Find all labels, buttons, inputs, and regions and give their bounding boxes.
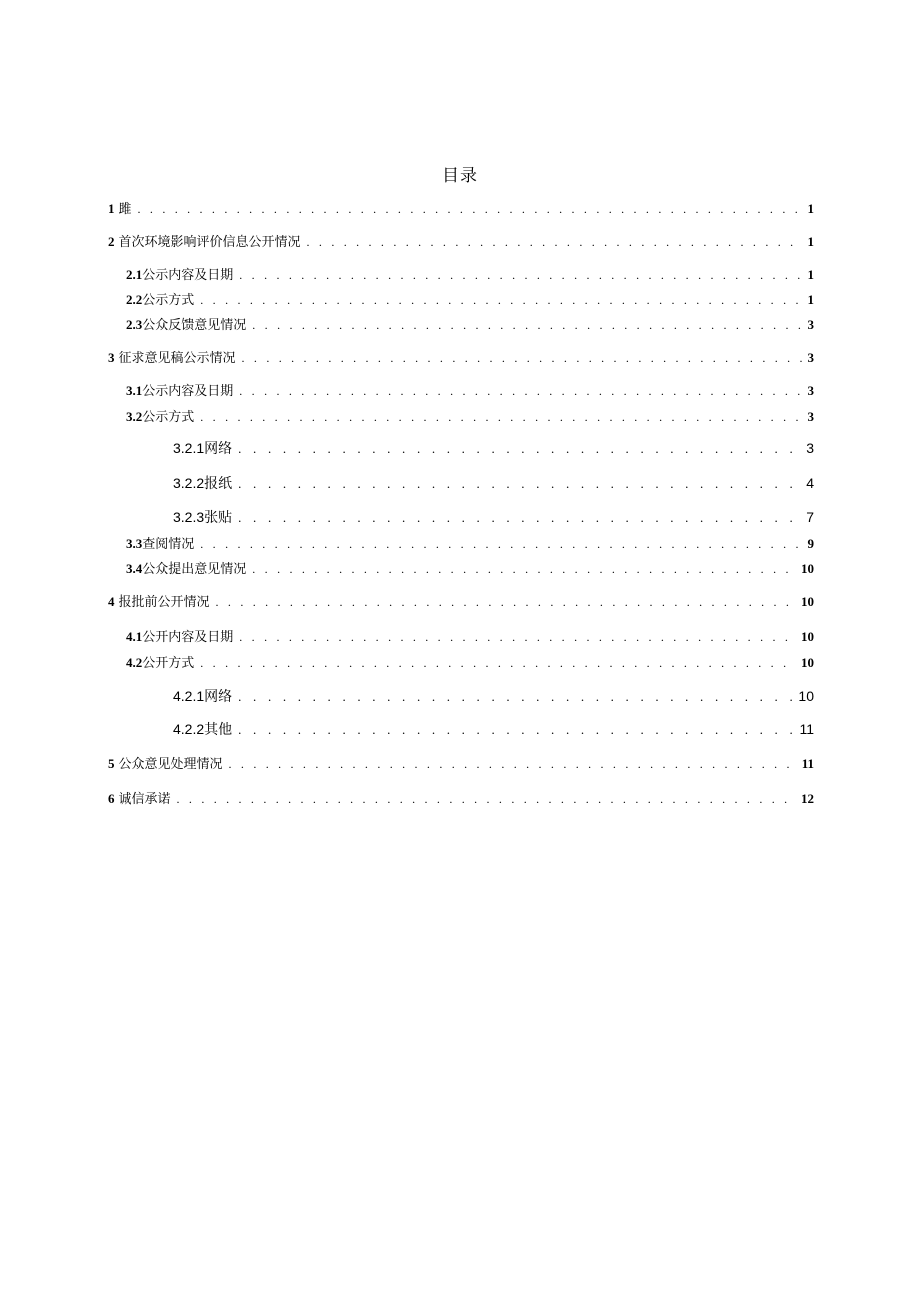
toc-dot-leader	[238, 723, 793, 736]
toc-entry-label: 公众反馈意见情况	[142, 318, 247, 333]
toc-entry-number: 2.2	[126, 292, 143, 307]
toc-entry-page: 7	[806, 509, 814, 525]
toc-entry-number: 3.2.2	[173, 475, 205, 491]
toc-entry-page: 3	[807, 350, 814, 365]
toc-dot-leader	[238, 477, 800, 490]
toc-dot-leader	[239, 269, 801, 281]
toc-entry-label: 诚信承诺	[118, 792, 171, 807]
toc-entry-page: 11	[801, 756, 814, 771]
toc-dot-leader	[252, 563, 795, 575]
toc-dot-leader	[229, 758, 796, 770]
toc-dot-leader	[242, 352, 802, 364]
toc-entry[interactable]	[126, 268, 814, 282]
toc-entry-page: 10	[801, 594, 814, 609]
toc-entry-page: 1	[807, 267, 814, 282]
toc-entry[interactable]	[173, 441, 814, 456]
toc-entry-number: 4.2.2	[173, 721, 205, 737]
toc-entry-number: 6	[108, 791, 115, 806]
toc-entry[interactable]	[108, 202, 814, 216]
toc-title: 目录	[442, 166, 478, 186]
toc-dot-leader	[239, 385, 801, 397]
toc-entry-label: 公开内容及日期	[142, 630, 234, 645]
toc-entry-label: 公示内容及日期	[142, 384, 234, 399]
toc-entry[interactable]	[173, 722, 814, 737]
toc-entry-label: 公示方式	[142, 293, 195, 308]
toc-entry[interactable]	[126, 293, 814, 307]
toc-entry[interactable]	[126, 562, 814, 576]
toc-entry-number: 2.3	[126, 317, 143, 332]
toc-entry[interactable]	[108, 235, 814, 249]
toc-dot-leader	[239, 631, 795, 643]
toc-entry-number: 2.1	[126, 267, 143, 282]
toc-entry-label: 网络	[204, 441, 233, 457]
toc-dot-leader	[177, 793, 795, 805]
toc-dot-leader	[200, 657, 795, 669]
toc-entry-number: 3.3	[126, 536, 143, 551]
toc-entry[interactable]	[108, 792, 814, 806]
toc-entry[interactable]	[126, 318, 814, 332]
toc-entry-label: 雎	[118, 202, 132, 217]
toc-entry[interactable]	[126, 656, 814, 670]
toc-entry-page: 4	[806, 475, 814, 491]
toc-dot-leader	[200, 538, 801, 550]
toc-entry-page: 10	[801, 561, 814, 576]
toc-entry-label: 网络	[204, 689, 233, 705]
toc-dot-leader	[200, 294, 801, 306]
toc-entry[interactable]	[126, 410, 814, 424]
toc-entry-number: 2	[108, 234, 115, 249]
toc-entry-page: 3	[807, 317, 814, 332]
toc-entry-number: 3	[108, 350, 115, 365]
toc-entry-page: 1	[807, 201, 814, 216]
toc-entry-number: 3.2.3	[173, 509, 205, 525]
toc-dot-leader	[238, 511, 800, 524]
toc-entry-label: 报批前公开情况	[118, 595, 210, 610]
toc-entry[interactable]	[173, 510, 814, 525]
toc-entry[interactable]	[173, 476, 814, 491]
toc-entry-page: 10	[801, 629, 814, 644]
toc-entry[interactable]	[126, 384, 814, 398]
toc-entry-page: 11	[799, 721, 814, 737]
toc-entry-page: 3	[807, 383, 814, 398]
toc-entry[interactable]	[126, 537, 814, 551]
toc-entry-label: 张贴	[204, 510, 233, 526]
toc-entry[interactable]	[108, 351, 814, 365]
toc-dot-leader	[307, 236, 802, 248]
toc-entry[interactable]	[108, 757, 814, 771]
toc-dot-leader	[252, 319, 801, 331]
toc-entry-number: 4.2.1	[173, 688, 205, 704]
toc-entry-page: 9	[807, 536, 814, 551]
toc-entry-page: 10	[798, 688, 814, 704]
toc-entry-number: 4.1	[126, 629, 143, 644]
toc-entry-number: 4	[108, 594, 115, 609]
toc-entry-page: 12	[801, 791, 814, 806]
toc-entry-number: 3.2.1	[173, 440, 205, 456]
toc-entry-label: 查阅情况	[142, 537, 195, 552]
toc-entry-label: 公众提出意见情况	[142, 562, 247, 577]
toc-entry-page: 3	[807, 409, 814, 424]
toc-dot-leader	[216, 596, 795, 608]
toc-entry-page: 3	[806, 440, 814, 456]
toc-entry-label: 公众意见处理情况	[118, 757, 223, 772]
toc-entry-page: 1	[807, 234, 814, 249]
toc-entry-number: 3.2	[126, 409, 143, 424]
toc-entry-number: 3.1	[126, 383, 143, 398]
toc-dot-leader	[238, 690, 792, 703]
toc-entry-label: 其他	[204, 722, 233, 738]
toc-entry-page: 10	[801, 655, 814, 670]
toc-entry-page: 1	[807, 292, 814, 307]
toc-dot-leader	[238, 442, 800, 455]
toc-entry[interactable]	[108, 595, 814, 609]
toc-entry[interactable]	[126, 630, 814, 644]
toc-entry-number: 3.4	[126, 561, 143, 576]
toc-entry[interactable]	[173, 689, 814, 704]
toc-entry-label: 公示方式	[142, 410, 195, 425]
toc-entry-label: 公示内容及日期	[142, 268, 234, 283]
toc-entry-label: 公开方式	[142, 656, 195, 671]
toc-entry-number: 1	[108, 201, 115, 216]
toc-entry-label: 首次环境影响评价信息公开情况	[118, 235, 301, 250]
toc-entry-label: 征求意见稿公示情况	[118, 351, 236, 366]
toc-entry-number: 4.2	[126, 655, 143, 670]
toc-dot-leader	[138, 203, 802, 215]
toc-dot-leader	[200, 411, 801, 423]
toc-entry-label: 报纸	[204, 476, 233, 492]
toc-entry-number: 5	[108, 756, 115, 771]
